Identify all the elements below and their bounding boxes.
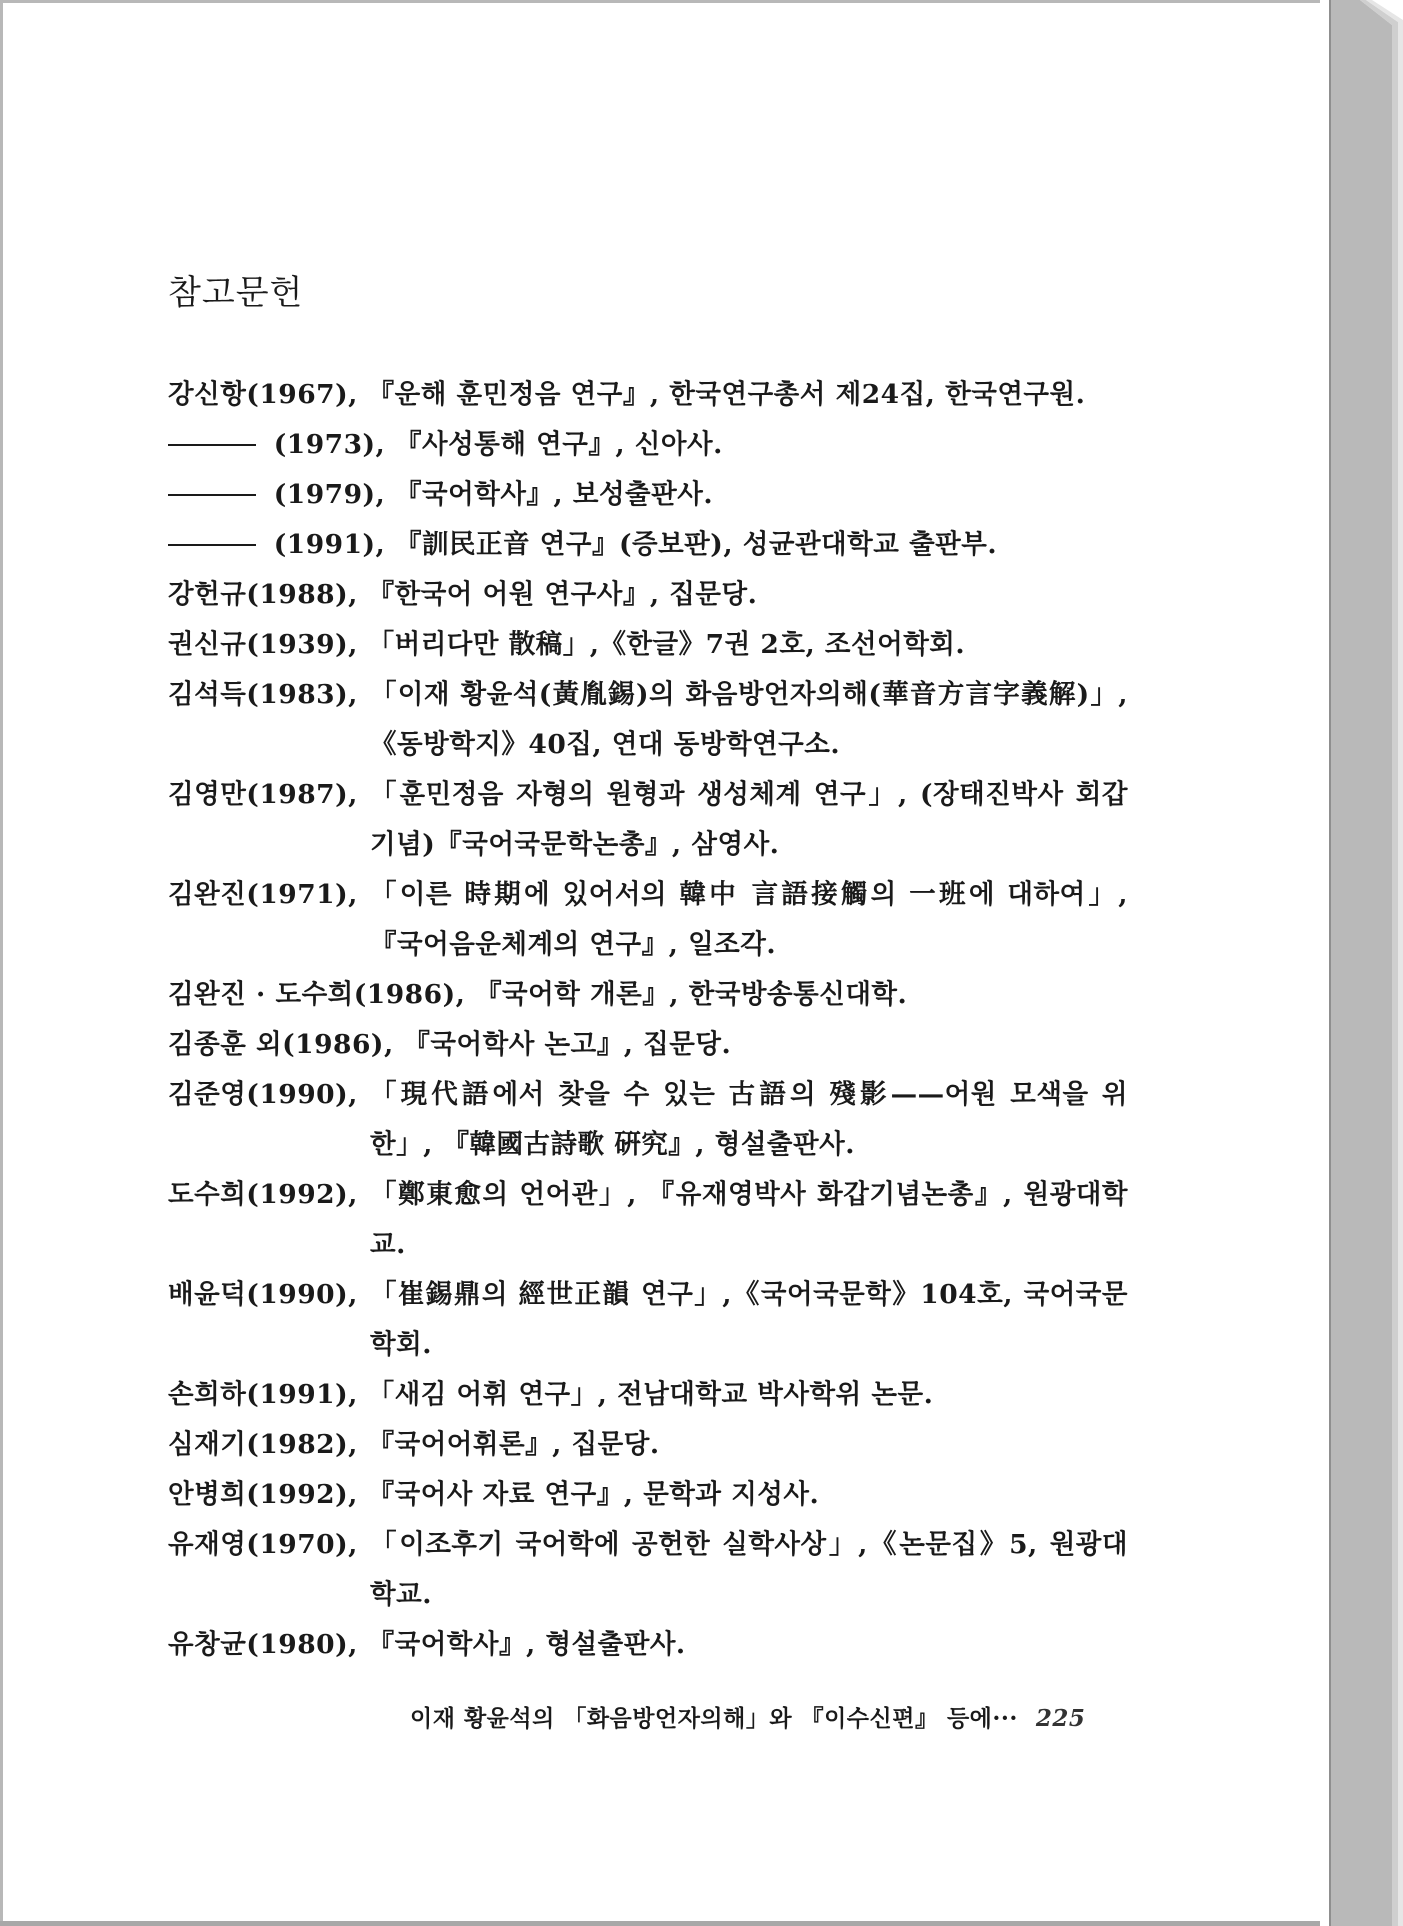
reference-text: 『국어학사』, 형설출판사.: [367, 1629, 686, 1660]
reference-author-text: 배윤덕(1990),: [168, 1279, 368, 1310]
reference-author-text: 강신항(1967),: [168, 379, 368, 410]
reference-author-text: 김영만(1987),: [168, 779, 368, 810]
reference-author: [168, 1370, 368, 1420]
reference-text: 『국어학사 논고』, 집문당.: [403, 1029, 732, 1060]
reference-author-text: 권신규(1939),: [168, 629, 368, 660]
reference-author-text: 김준영(1990),: [168, 1079, 368, 1110]
page-number: 225: [1035, 1705, 1086, 1732]
reference-text: 『국어사 자료 연구』, 문학과 지성사.: [367, 1479, 820, 1510]
reference-entry: [168, 570, 1128, 620]
running-footer: [410, 1700, 1100, 1733]
reference-author: [168, 1070, 370, 1170]
reference-text: 『訓民正音 연구』(증보판), 성균관대학교 출판부.: [395, 529, 998, 560]
reference-entry: [168, 870, 1128, 970]
reference-entry: [168, 1270, 1128, 1370]
reference-author: [168, 1420, 368, 1470]
reference-entry: [168, 370, 1128, 420]
reference-text: 「崔錫鼎의 經世正韻 연구」,《국어국문학》104호, 국어국문학회.: [370, 1279, 1128, 1360]
reference-list: [168, 370, 1128, 1670]
book-page-edge: [1320, 0, 1403, 1926]
reference-text: 「이재 황윤석(黃胤錫)의 화음방언자의해(華音方言字義解)」,《동방학지》40집, 연대 동방학연구소.: [370, 679, 1128, 760]
reference-author: [168, 470, 395, 520]
reference-entry: [168, 1420, 1128, 1470]
reference-text: 「훈민정음 자형의 원형과 생성체계 연구」, (장태진박사 회갑기념)『국어국문학논총』, 삼영사.: [370, 779, 1128, 860]
reference-author-text: 강헌규(1988),: [168, 579, 368, 610]
reference-entry: [168, 420, 1128, 470]
reference-entry: [168, 670, 1128, 770]
reference-author: [168, 420, 395, 470]
reference-entry: [168, 520, 1128, 570]
reference-author: [168, 570, 368, 620]
page-border-bottom: [0, 1921, 1330, 1926]
reference-entry: [168, 1370, 1128, 1420]
reference-text: 「鄭東愈의 언어관」, 『유재영박사 화갑기념논총』, 원광대학교.: [370, 1179, 1128, 1260]
reference-author-text: (1973),: [264, 429, 396, 460]
reference-author-text: 김종훈 외(1986),: [168, 1029, 404, 1060]
reference-author-text: 손희하(1991),: [168, 1379, 368, 1410]
reference-author: [168, 1620, 368, 1670]
reference-author-text: (1979),: [264, 479, 396, 510]
reference-author: [168, 670, 370, 770]
reference-text: 「버리다만 散稿」,《한글》7권 2호, 조선어학회.: [367, 629, 966, 660]
page-border-top: [0, 0, 1330, 3]
reference-entry: [168, 1070, 1128, 1170]
reference-text: 『사성통해 연구』, 신아사.: [395, 429, 723, 460]
reference-author: [168, 620, 368, 670]
reference-author-text: 심재기(1982),: [168, 1429, 368, 1460]
reference-text: 「이른 時期에 있어서의 韓中 言語接觸의 一班에 대하여」, 『국어음운체계의 연구』, 일조각.: [370, 879, 1128, 960]
reference-author-text: 도수희(1992),: [168, 1179, 368, 1210]
reference-author: [168, 520, 395, 570]
reference-text: 『국어학 개론』, 한국방송통신대학.: [475, 979, 908, 1010]
reference-author-text: 유창균(1980),: [168, 1629, 368, 1660]
reference-author: [168, 370, 368, 420]
reference-author: [168, 1520, 370, 1620]
running-footer-title: 이재 황윤석의 「화음방언자의해」와 『이수신편』 등에···: [410, 1705, 1018, 1732]
reference-entry: [168, 970, 1128, 1020]
repeat-author-dash: [168, 544, 256, 546]
reference-entry: [168, 1620, 1128, 1670]
reference-author: [168, 1020, 403, 1070]
reference-entry: [168, 1020, 1128, 1070]
reference-author: [168, 770, 370, 870]
reference-entry: [168, 1520, 1128, 1620]
reference-author-text: 김완진 · 도수희(1986),: [168, 979, 476, 1010]
reference-text: 「現代語에서 찾을 수 있는 古語의 殘影——어원 모색을 위한」, 『韓國古詩歌 硏究』, 형설출판사.: [370, 1079, 1128, 1160]
reference-author: [168, 1270, 370, 1370]
reference-entry: [168, 470, 1128, 520]
reference-entry: [168, 770, 1128, 870]
reference-author-text: 안병희(1992),: [168, 1479, 368, 1510]
reference-author-text: 김완진(1971),: [168, 879, 368, 910]
reference-entry: [168, 620, 1128, 670]
reference-text: 「이조후기 국어학에 공헌한 실학사상」,《논문집》5, 원광대학교.: [370, 1529, 1128, 1610]
reference-author-text: 유재영(1970),: [168, 1529, 368, 1560]
repeat-author-dash: [168, 444, 256, 446]
reference-text: 『국어어휘론』, 집문당.: [367, 1429, 660, 1460]
reference-author: [168, 870, 370, 970]
reference-author: [168, 1170, 370, 1270]
reference-author-text: (1991),: [264, 529, 396, 560]
page-edge-shading: [1320, 0, 1403, 1926]
reference-text: 『국어학사』, 보성출판사.: [395, 479, 714, 510]
reference-entry: [168, 1470, 1128, 1520]
reference-text: 『한국어 어원 연구사』, 집문당.: [367, 579, 758, 610]
repeat-author-dash: [168, 494, 256, 496]
page-border-left: [0, 0, 3, 1926]
reference-text: 「새김 어휘 연구」, 전남대학교 박사학위 논문.: [367, 1379, 934, 1410]
reference-entry: [168, 1170, 1128, 1270]
reference-author: [168, 970, 475, 1020]
page-heading: 참고문헌: [168, 273, 304, 313]
reference-author: [168, 1470, 368, 1520]
reference-author-text: 김석득(1983),: [168, 679, 368, 710]
reference-text: 『운해 훈민정음 연구』, 한국연구총서 제24집, 한국연구원.: [367, 379, 1086, 410]
document-body: [168, 265, 1128, 1670]
